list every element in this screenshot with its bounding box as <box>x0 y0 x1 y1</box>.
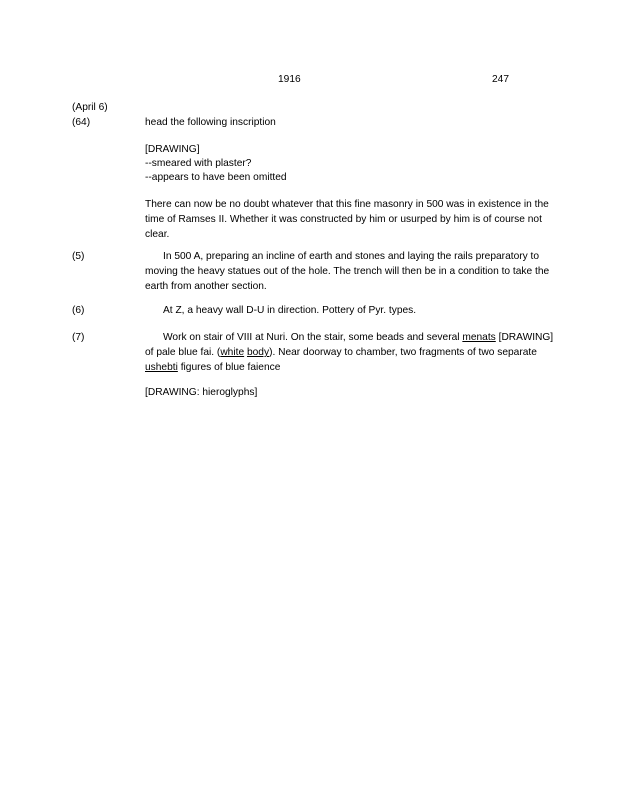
underlined-menats: menats <box>462 332 496 343</box>
page-number: 247 <box>492 74 509 85</box>
drawing-note-1: --smeared with plaster? <box>145 158 252 169</box>
header-year: 1916 <box>278 74 301 85</box>
entry-7-text-2: [DRAWING] of pale blue fai. ( <box>145 332 554 358</box>
entry-7-text-5: figures of blue faience <box>177 362 281 373</box>
entry-5-paragraph: In 500 A, preparing an incline of earth and stones and laying the rails preparatory to moving the heavy statues out of the hole. The trench will then be in a condition to take the earth from another section. <box>145 251 550 292</box>
drawing-note-2: --appears to have been omitted <box>145 172 287 183</box>
entry-7-paragraph <box>145 330 555 375</box>
entry-64-paragraph: There can now be no doubt whatever that this fine masonry in 500 was in existence in the time of Ramses II. Whether it was constructed by him or usurped by him is of course not clear. <box>145 199 549 240</box>
entry-7-text-4: ). Near doorway to chamber, two fragments of two separate <box>269 347 537 358</box>
underlined-body: body <box>246 347 270 358</box>
entry-number-6: (6) <box>72 305 85 316</box>
underlined-white: white <box>220 347 245 358</box>
hieroglyph-drawing-placeholder: [DRAWING: hieroglyphs] <box>145 387 258 398</box>
drawing-placeholder: [DRAWING] <box>145 144 200 155</box>
entry-64-line: head the following inscription <box>145 117 276 128</box>
entry-number-5: (5) <box>72 251 85 262</box>
entry-date: (April 6) <box>72 102 108 113</box>
entry-6-paragraph: At Z, a heavy wall D-U in direction. Pottery of Pyr. types. <box>163 305 417 316</box>
entry-7-text-1: Work on stair of VIII at Nuri. On the stair, some beads and several <box>163 332 463 343</box>
underlined-ushebti: ushebti <box>145 362 178 373</box>
entry-number-7: (7) <box>72 332 85 343</box>
entry-number-64: (64) <box>72 117 91 128</box>
